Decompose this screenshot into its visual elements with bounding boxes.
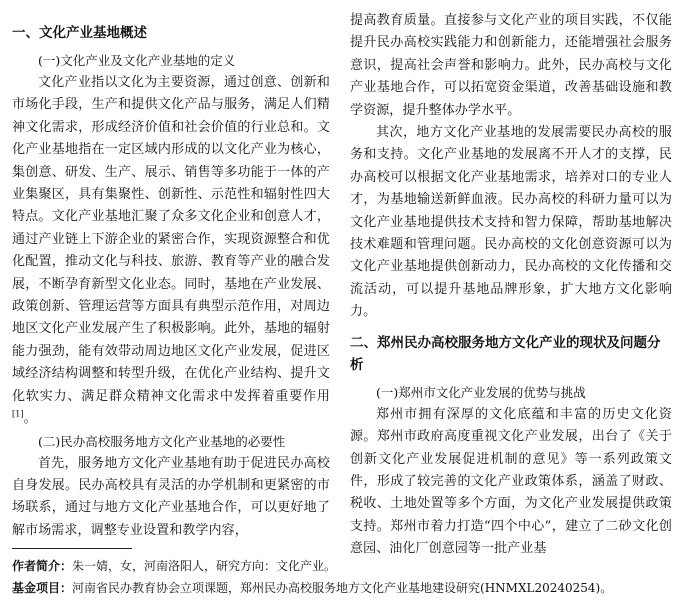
footnote-author [12,556,672,576]
footnote-fund-label: 基金项目： [12,581,73,595]
footnote-author-text: 朱一婧，女，河南洛阳人，研究方向：文化产业。 [72,559,337,573]
reference-marker: [1] [12,409,24,419]
footnote-fund-text: 河南省民办教育协会立项课题，郑州民办高校服务地方文化产业基地建设研究(HNMXL20240254)。 [72,581,613,595]
subsection-heading-1-1: (一)文化产业及文化产业基地的定义 [38,53,236,68]
subsection-heading-1-2: (二)民办高校服务地方文化产业基地的必要性 [38,433,286,449]
paragraph-definition-end: 。 [23,411,37,427]
left-column [12,22,330,542]
footnote-fund [12,578,672,598]
subsection-heading-2-1: (一)郑州市文化产业发展的优势与挑战 [376,384,586,400]
paragraph-definition [12,72,330,431]
footnote-author-label: 作者简介： [12,559,73,573]
paragraph-necessity-second: 其次，地方文化产业基地的发展需要民办高校的服务和支持。文化产业基地的发展离不开人才的支撑，民办高校可以根据文化产业基地需求，培养对口的专业人才，为基地输送新鲜血液。民办高校的科研力量可以为文化产业基地提供技术支持和智力保障，帮助基地解决技术难题和管理问题。民办高校的文化创意资源可以为文化产业基地提供创新动力，民办高校的文化传播和交流活动，可以提升基地品牌形象，扩大地方文化影响力。 [350,125,672,320]
section-heading-2: 二、郑州民办高校服务地方文化产业的现状及问题分析 [350,334,661,373]
footnote-divider [12,548,132,549]
paragraph-necessity-continued: 提高教育质量。直接参与文化产业的项目实践，不仅能提升民办高校实践能力和创新能力，还能增强社会服务意识，提高社会声誉和影响力。此外，民办高校与文化产业基地合作，可以拓宽资金渠道，改善基础设施和教学资源，提升整体办学水平。 [350,13,672,118]
right-column [350,10,672,561]
paragraph-definition-text: 文化产业指以文化为主要资源，通过创意、创新和市场化手段，生产和提供文化产品与服务，满足人们精神文化需求，形成经济价值和社会价值的行业总和。文化产业基地指在一定区域内形成的以文化产业为核心，集创意、研发、生产、展示、销售等多功能于一体的产业集聚区，具有集聚性、创新性、示范性和辐射性四大特点。文化产业基地汇聚了众多文化企业和创意人才，通过产业链上下游企业的紧密合作，实现资源整合和优化配置，推动文化与科技、旅游、教育等产业的融合发展，不断孕育新型文化业态。同时，基地在产业发展、政策创新、管理运营等方面具有典型示范作用，对周边地区文化产业发展产生了积极影响。此外，基地的辐射能力强劲，能有效带动周边地区文化产业发展，促进区域经济结构调整和转型升级，在优化产业结构、提升文化软实力、满足群众精神文化需求中发挥着重要作用 [12,75,330,404]
paragraph-necessity-first: 首先，服务地方文化产业基地有助于促进民办高校自身发展。民办高校具有灵活的办学机制和更紧密的市场联系，通过与地方文化产业基地合作，可以更好地了解市场需求，调整专业设置和教学内容， [12,455,330,538]
paragraph-zhengzhou: 郑州市拥有深厚的文化底蕴和丰富的历史文化资源。郑州市政府高度重视文化产业发展，出台了《关于创新文化产业发展促进机制的意见》等一系列政策文件，形成了较完善的文化产业政策体系，涵盖了财政、税收、土地处置等多个方面，为文化产业发展提供政策支持。郑州市着力打造“四个中心”，建立了二砂文化创意园、油化厂创意园等一批产业基 [350,406,672,557]
section-heading-1: 一、文化产业基地概述 [12,25,147,41]
